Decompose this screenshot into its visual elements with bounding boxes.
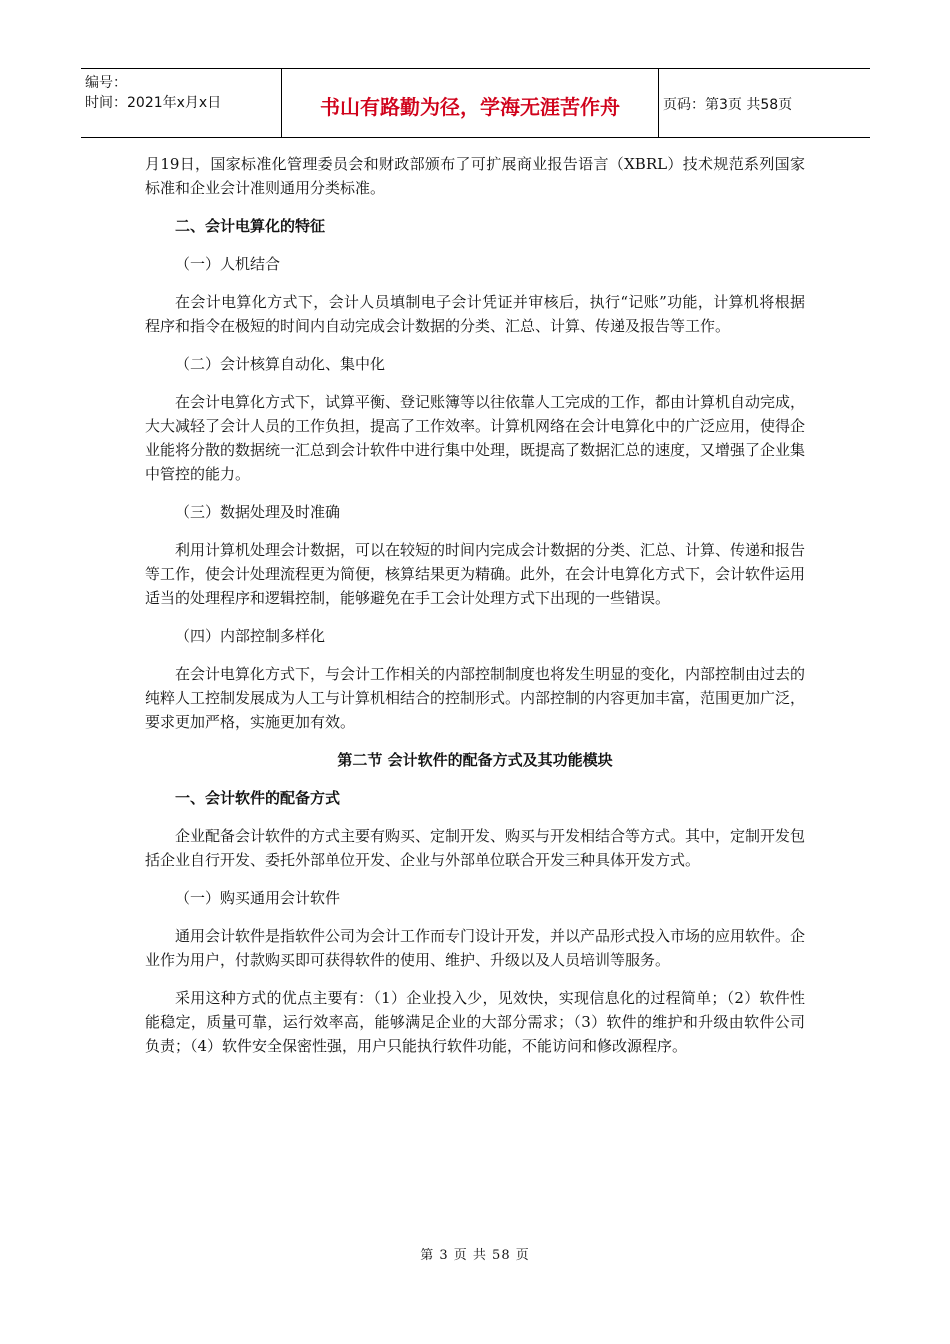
page-footer: 第 3 页 共 58 页 (420, 1248, 530, 1263)
paragraph: 在会计电算化方式下，会计人员填制电子会计凭证并审核后，执行“记账”功能，计算机将根据程序和指令在极短的时间内自动完成会计数据的分类、汇总、计算、传递及报告等工作。 (145, 293, 805, 335)
header-motto: 书山有路勤为径，学海无涯苦作舟 (282, 69, 659, 137)
section-title: 第二节 会计软件的配备方式及其功能模块 (337, 751, 613, 769)
subheading: （三）数据处理及时准确 (175, 503, 341, 521)
paragraph: 月19日，国家标准化管理委员会和财政部颁布了可扩展商业报告语言（XBRL）技术规范系列国家标准和企业会计准则通用分类标准。 (145, 155, 805, 197)
header-meta (81, 69, 282, 137)
paragraph: 在会计电算化方式下，与会计工作相关的内部控制制度也将发生明显的变化，内部控制由过去的纯粹人工控制发展成为人工与计算机相结合的控制形式。内部控制的内容更加丰富，范围更加广泛，要求更加严格，实施更加有效。 (145, 665, 806, 731)
paragraph: 通用会计软件是指软件公司为会计工作而专门设计开发，并以产品形式投入市场的应用软件。企业作为用户，付款购买即可获得软件的使用、维护、升级以及人员培训等服务。 (145, 927, 806, 969)
subheading: （二）会计核算自动化、集中化 (175, 355, 386, 373)
page-header (81, 68, 870, 138)
document-date-label: 时间：2021年x月x日 (85, 95, 222, 111)
heading-features: 二、会计电算化的特征 (175, 217, 326, 235)
paragraph: 企业配备会计软件的方式主要有购买、定制开发、购买与开发相结合等方式。其中，定制开发包括企业自行开发、委托外部单位开发、企业与外部单位联合开发三种具体开发方式。 (145, 827, 806, 869)
header-page-label: 页码：第3页 共58页 (663, 97, 793, 113)
paragraph: 采用这种方式的优点主要有：（1）企业投入少，见效快，实现信息化的过程简单；（2）软件性能稳定，质量可靠，运行效率高，能够满足企业的大部分需求；（3）软件的维护和升级由软件公司负责；（4）软件安全保密性强，用户只能执行软件功能，不能访问和修改源程序。 (145, 989, 805, 1055)
paragraph: 利用计算机处理会计数据，可以在较短的时间内完成会计数据的分类、汇总、计算、传递和报告等工作，使会计处理流程更为简便，核算结果更为精确。此外，在会计电算化方式下，会计软件运用适当的处理程序和逻辑控制，能够避免在手工会计处理方式下出现的一些错误。 (145, 541, 806, 607)
subheading: （一）购买通用会计软件 (175, 889, 341, 907)
subheading: （四）内部控制多样化 (175, 627, 326, 645)
document-body (145, 152, 805, 1058)
document-number-label: 编号： (85, 75, 127, 91)
paragraph: 在会计电算化方式下，试算平衡、登记账簿等以往依靠人工完成的工作，都由计算机自动完成，大大减轻了会计人员的工作负担，提高了工作效率。计算机网络在会计电算化中的广泛应用，使得企业能将分散的数据统一汇总到会计软件中进行集中处理，既提高了数据汇总的速度，又增强了企业集中管控的能力。 (145, 393, 806, 483)
subheading: （一）人机结合 (175, 255, 281, 273)
heading-methods: 一、会计软件的配备方式 (175, 789, 341, 807)
